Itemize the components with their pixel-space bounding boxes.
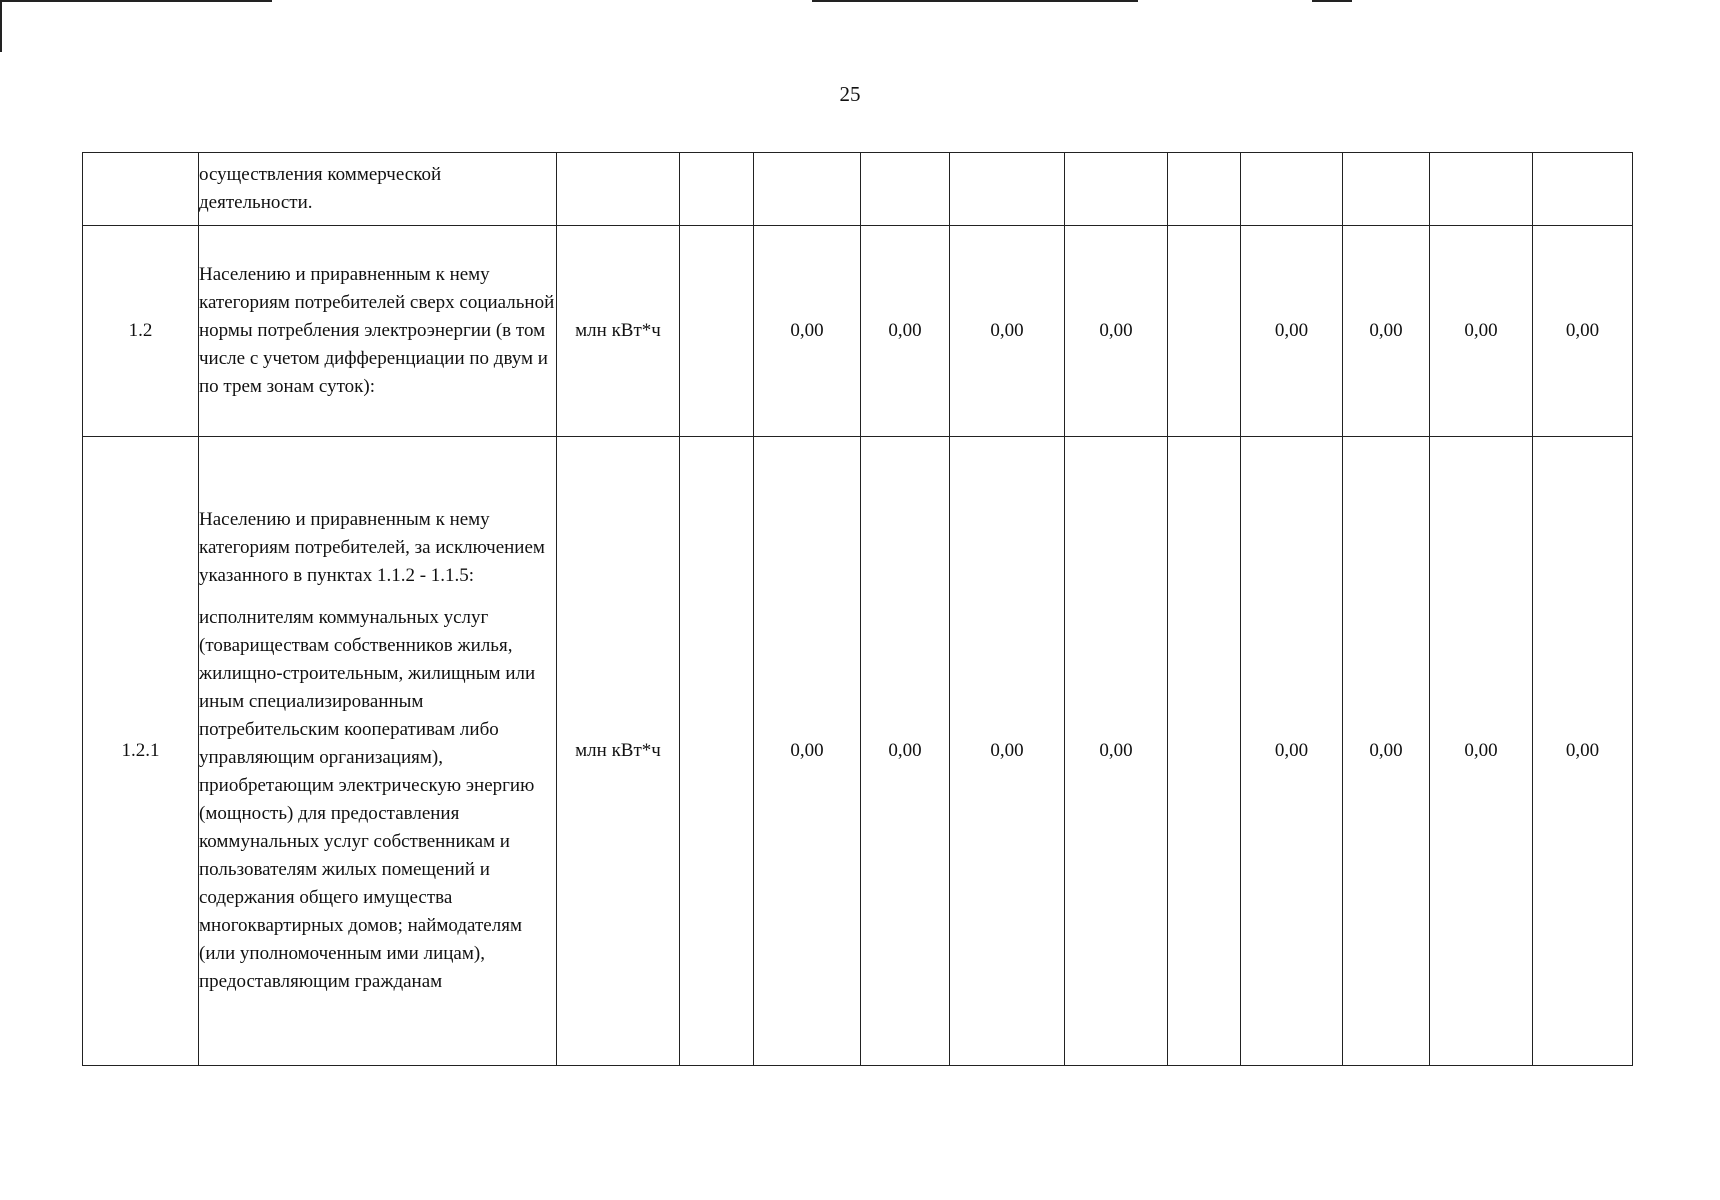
value-cell	[680, 437, 754, 1066]
row-unit: млн кВт*ч	[557, 226, 680, 437]
value-cell: 0,00	[1343, 437, 1430, 1066]
value-cell	[1168, 226, 1241, 437]
row-number	[83, 153, 199, 226]
row-description: осуществления коммерческой деятельности.	[199, 153, 557, 226]
value-cell	[1168, 153, 1241, 226]
value-cell: 0,00	[950, 226, 1065, 437]
table-row	[83, 437, 1633, 1066]
row-description	[199, 437, 557, 1066]
row-description: Населению и приравненным к нему категориям потребителей сверх социальной нормы потребления электроэнергии (в том числе с учетом дифференциации по двум и по трем зонам суток):	[199, 226, 557, 437]
row-description-part1: Населению и приравненным к нему категориям потребителей, за исключением указанного в пунктах 1.1.2 - 1.1.5:	[199, 509, 545, 586]
scan-edge-top	[0, 0, 272, 2]
value-cell	[754, 153, 861, 226]
value-cell: 0,00	[1065, 226, 1168, 437]
page-number: 25	[839, 82, 861, 106]
row-description-part2: исполнителям коммунальных услуг (товариществам собственников жилья, жилищно-строительным, жилищным или иным специализированным потребительским кооперативам либо управляющим организациям), приобретающим электрическую энергию (мощность) для предоставления коммунальных услуг собственникам и пользователям жилых помещений и содержания общего имущества многоквартирных домов; наймодателям (или уполномоченным ими лицам), предоставляющим гражданам	[199, 607, 536, 992]
value-cell	[1241, 153, 1343, 226]
value-cell: 0,00	[861, 226, 950, 437]
value-cell	[1533, 153, 1633, 226]
value-cell: 0,00	[861, 437, 950, 1066]
value-cell	[1343, 153, 1430, 226]
data-table	[82, 152, 1633, 1066]
scan-edge-left	[0, 0, 2, 52]
row-unit: млн кВт*ч	[557, 437, 680, 1066]
value-cell: 0,00	[1533, 437, 1633, 1066]
value-cell: 0,00	[1065, 437, 1168, 1066]
value-cell	[1168, 437, 1241, 1066]
value-cell: 0,00	[950, 437, 1065, 1066]
value-cell	[861, 153, 950, 226]
row-unit	[557, 153, 680, 226]
value-cell: 0,00	[754, 226, 861, 437]
value-cell	[1065, 153, 1168, 226]
row-number: 1.2.1	[83, 437, 199, 1066]
value-cell	[680, 226, 754, 437]
row-number: 1.2	[83, 226, 199, 437]
table-row	[83, 153, 1633, 226]
table-row	[83, 226, 1633, 437]
value-cell: 0,00	[1241, 437, 1343, 1066]
value-cell: 0,00	[1430, 226, 1533, 437]
value-cell: 0,00	[1343, 226, 1430, 437]
value-cell	[680, 153, 754, 226]
value-cell: 0,00	[1241, 226, 1343, 437]
value-cell: 0,00	[1430, 437, 1533, 1066]
value-cell	[1430, 153, 1533, 226]
scan-edge-top	[1312, 0, 1352, 2]
value-cell	[950, 153, 1065, 226]
scan-edge-top	[812, 0, 1138, 2]
value-cell: 0,00	[1533, 226, 1633, 437]
value-cell: 0,00	[754, 437, 861, 1066]
